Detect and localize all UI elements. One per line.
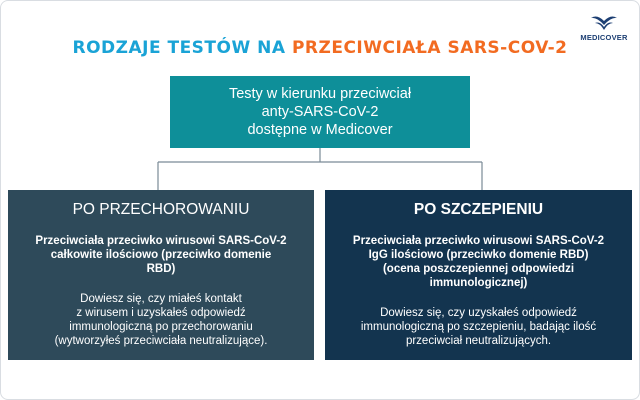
panel-description-line: (wytworzyłeś przeciwciała neutralizujące). (54, 335, 268, 347)
panel-test-name (325, 234, 632, 290)
panel-title: PO PRZECHOROWANIU (72, 201, 250, 218)
panel-description (8, 292, 314, 348)
top-box-line: dostępne w Medicover (247, 122, 393, 138)
panel-test-line: (ocena poszczepiennej odpowiedzi (382, 263, 575, 275)
panel-test-line: IgG ilościowo (przeciwko domenie RBD) (368, 249, 589, 261)
logo-text: MEDICOVER (580, 33, 628, 42)
panel-test-line: Przeciwciała przeciwko wirusowi SARS-CoV-2 (352, 235, 605, 247)
title-part-2: PRZECIWCIAŁA SARS-COV-2 (291, 38, 568, 58)
title-part-1: RODZAJE TESTÓW NA (72, 38, 292, 58)
panel-test-name (8, 234, 314, 276)
panel-description-line: Dowiesz się, czy uzyskałeś odpowiedź (380, 307, 577, 319)
panel-after-vaccination (325, 190, 632, 360)
top-box-line: anty-SARS-CoV-2 (261, 104, 379, 120)
panel-title: PO SZCZEPIENIU (413, 201, 544, 218)
panel-description-line: immunologiczną po przechorowaniu (69, 321, 253, 333)
panel-description-line: przeciwciał neutralizujących. (405, 335, 552, 347)
panel-after-illness (8, 190, 314, 360)
top-box-line: Testy w kierunku przeciwciał (228, 86, 412, 102)
panel-description-line: Dowiesz się, czy miałeś kontakt (80, 293, 242, 305)
panel-test-line: immunologicznej) (429, 277, 528, 289)
panel-description (325, 306, 632, 348)
panel-description-line: z wirusem i uzyskałeś odpowiedź (76, 307, 246, 319)
panel-test-line: całkowite ilościowo (przeciwko domenie (50, 249, 272, 261)
panel-test-line: Przeciwciała przeciwko wirusowi SARS-CoV-2 (35, 235, 287, 247)
panel-description-line: immunologiczną po szczepieniu, badając ilość (360, 321, 597, 333)
panel-test-line: RBD) (146, 263, 176, 275)
